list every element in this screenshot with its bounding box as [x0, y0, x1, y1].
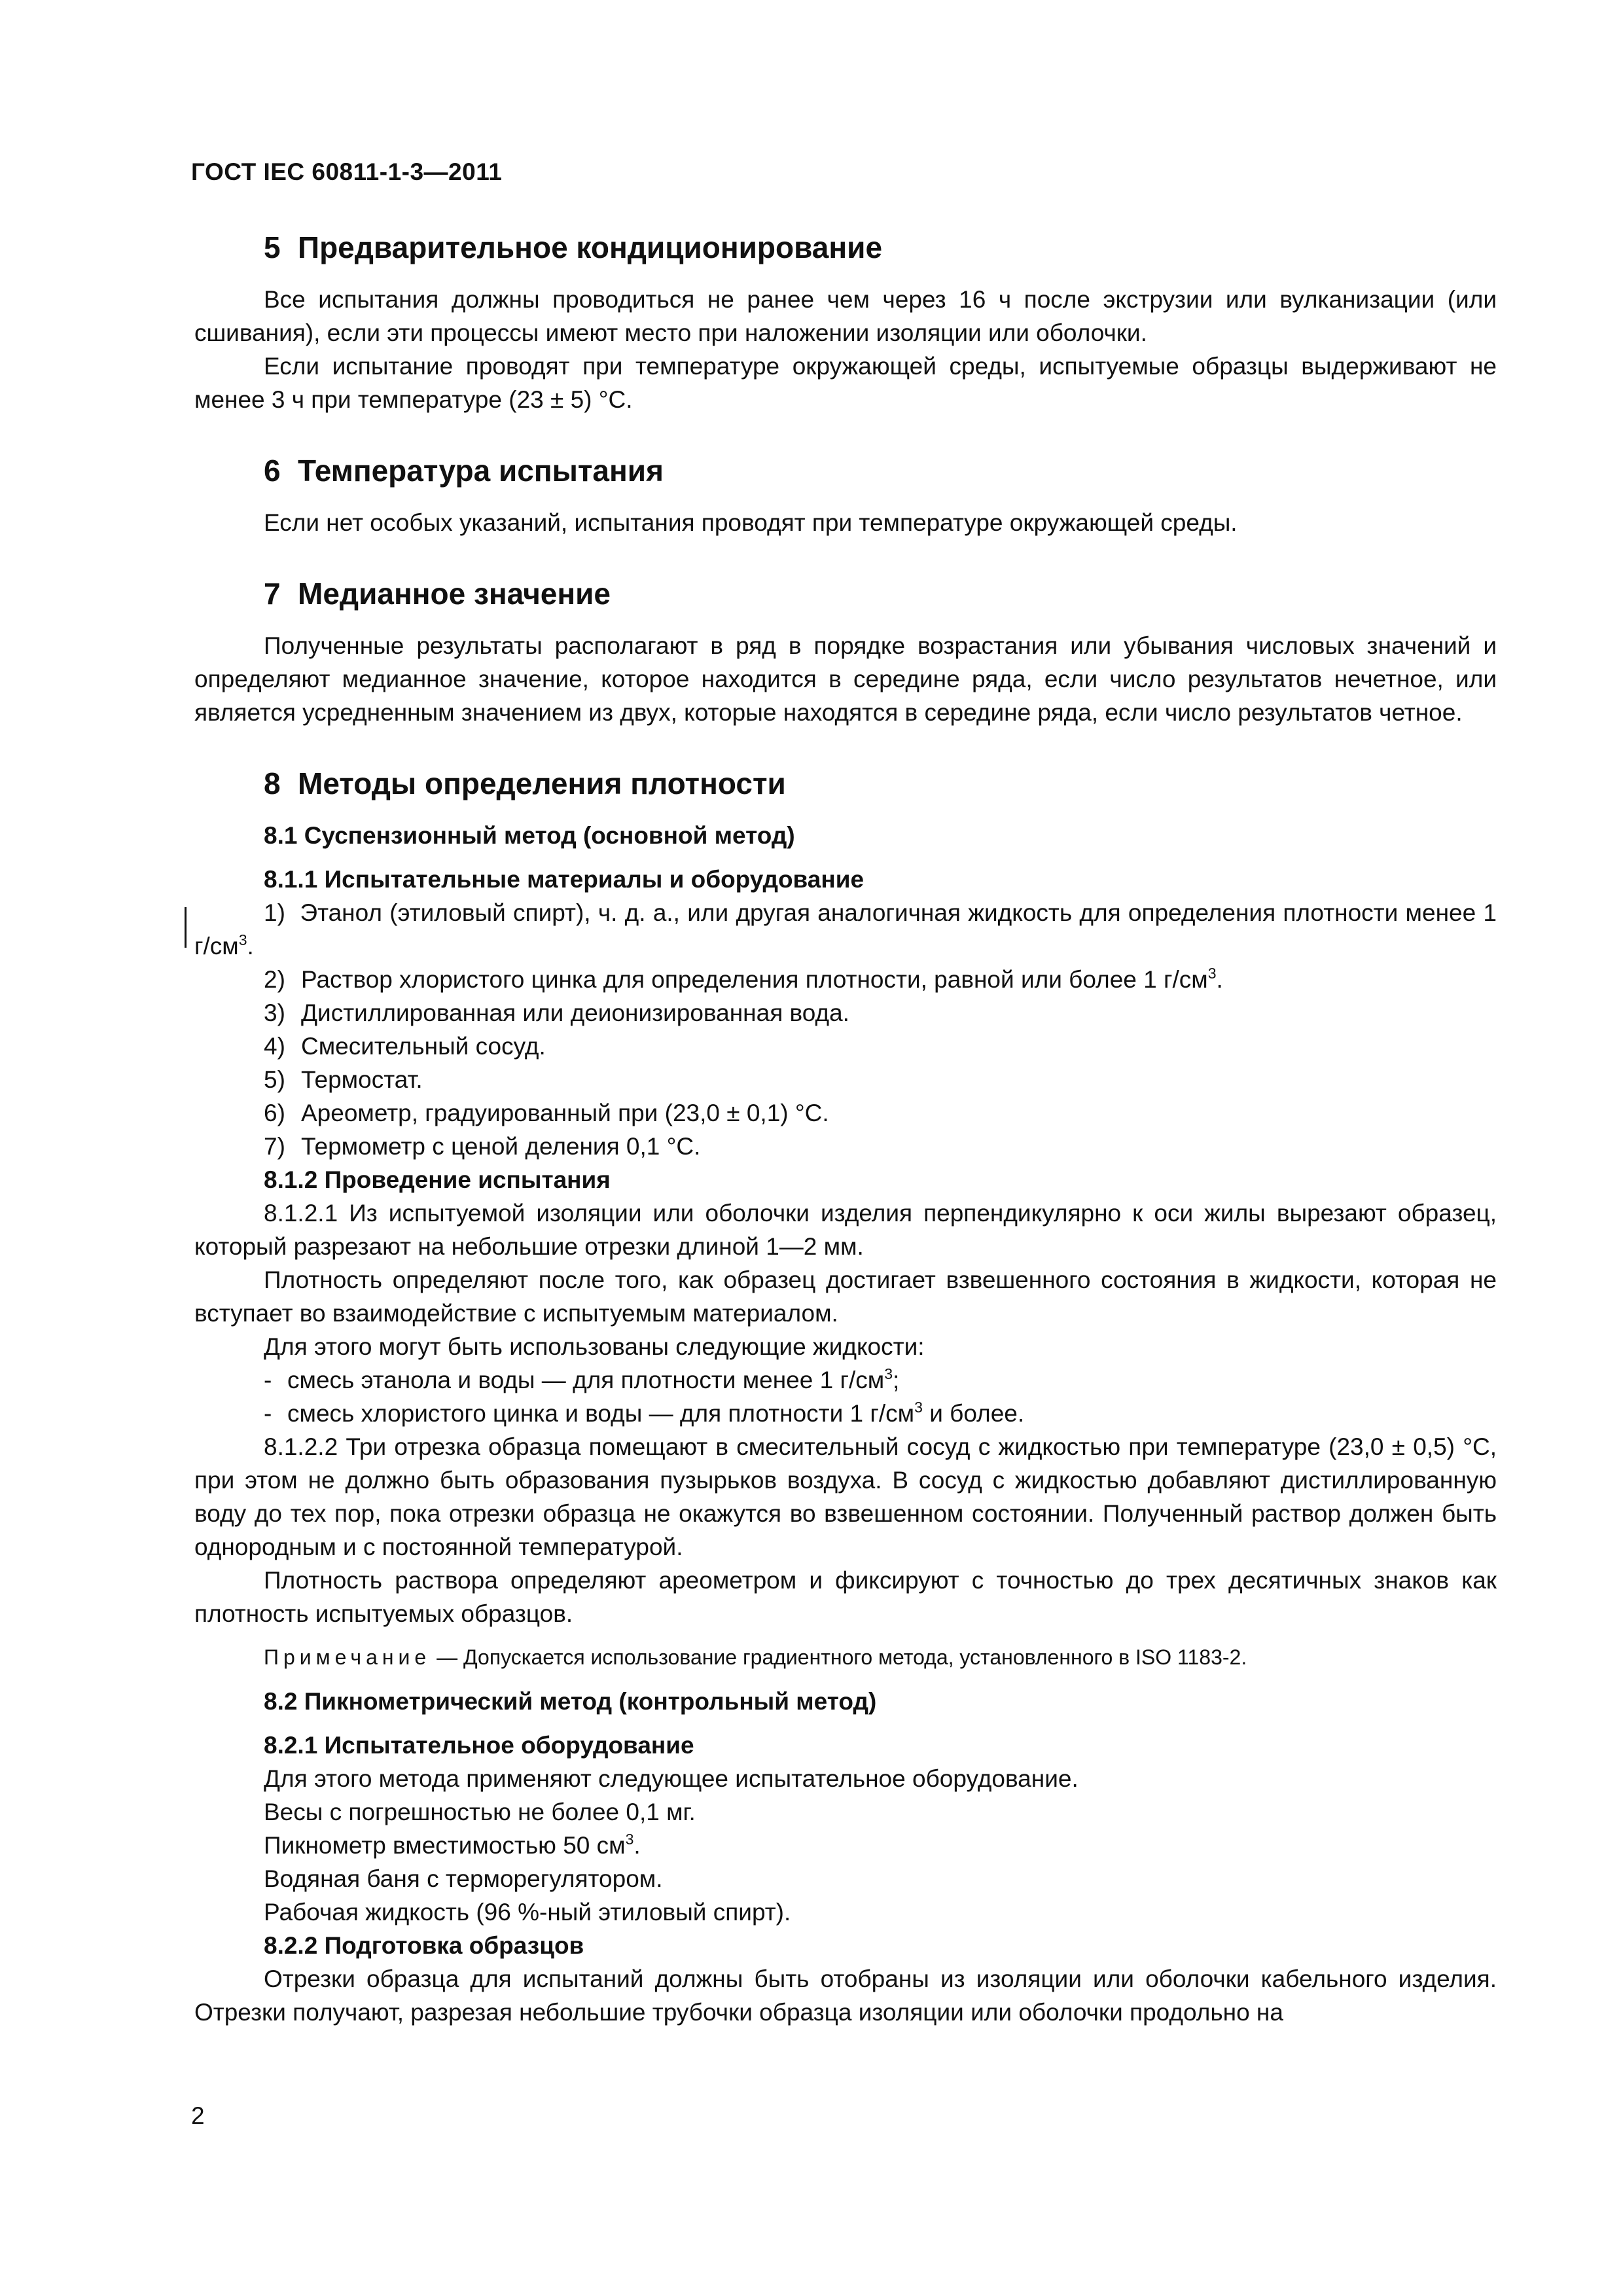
section-5-paragraph-1: Все испытания должны проводиться не ранее чем через 16 ч после экструзии или вулканизации (или сшивания), если эти процессы имеют место при наложении изоляции или оболочки.: [194, 286, 1497, 346]
paragraph-solution-density: Плотность раствора определяют ареометром и фиксируют с точностью до трех десятичных знаков как плотность испытуемых образцов.: [194, 1567, 1497, 1627]
equipment-scales: Весы с погрешностью не более 0,1 мг.: [264, 1799, 696, 1825]
section-6-number: 6: [264, 454, 281, 488]
note-text: — Допускается использование градиентного метода, установленного в ISO 1183-2.: [431, 1645, 1247, 1669]
section-6-heading: [194, 451, 1497, 490]
page-content: [194, 228, 1497, 2029]
section-8-number: 8: [264, 766, 281, 800]
subsection-8-2-2-heading: 8.2.2 Подготовка образцов: [264, 1932, 584, 1959]
list-item: 1) Этанол (этиловый спирт), ч. д. а., или другая аналогичная жидкость для определения плотности менее 1 $г/см^3$.: [194, 899, 1497, 960]
subsection-8-1-2-heading: 8.1.2 Проведение испытания: [264, 1166, 611, 1193]
section-5-title: Предварительное кондиционирование: [298, 230, 883, 264]
list-item: - смесь хлористого цинка и воды — для плотности 1 $г/см^3$ и более.: [264, 1399, 1025, 1427]
equipment-pycnometer: Пикнометр вместимостью 50 $см^3$.: [264, 1831, 641, 1859]
paragraph-density: Плотность определяют после того, как образец достигает взвешенного состояния в жидкости, которая не вступает во взаимодействие с испытуемым материалом.: [194, 1266, 1497, 1327]
standard-code-header: ГОСТ IEC 60811-1-3—2011: [191, 158, 503, 185]
list-item: 7) Термометр с ценой деления 0,1 °С.: [264, 1133, 701, 1160]
list-item: 6) Ареометр, градуированный при (23,0 ± 0,1) °С.: [264, 1100, 829, 1126]
section-5-heading: [194, 228, 1497, 267]
revision-change-bar: [185, 907, 187, 948]
section-8-heading: [194, 764, 1497, 803]
section-7-heading: [194, 574, 1497, 613]
list-item: - смесь этанола и воды — для плотности менее 1 $г/см^3$;: [264, 1365, 900, 1393]
section-7-title: Медианное значение: [298, 577, 611, 611]
paragraph-8-1-2-2: 8.1.2.2 Три отрезка образца помещают в смесительный сосуд с жидкостью при температуре (23,0 ± 0,5) °С, при этом не должно быть образования пузырьков воздуха. В сосуд с жидкостью добавляют дистиллированную воду до тех пор, пока отрезки образца не окажутся во взвешенном состоянии. Полученный раствор должен быть однородным и с постоянной температурой.: [194, 1433, 1497, 1560]
subsection-8-1-1-heading: 8.1.1 Испытательные материалы и оборудование: [264, 866, 865, 893]
section-6-title: Температура испытания: [298, 454, 664, 488]
equipment-working-liquid: Рабочая жидкость (96 %-ный этиловый спирт).: [264, 1899, 791, 1926]
subsection-8-1-heading: 8.1 Суспензионный метод (основной метод): [264, 822, 795, 849]
section-8-title: Методы определения плотности: [298, 766, 786, 800]
subsection-8-2-1-heading: 8.2.1 Испытательное оборудование: [264, 1732, 694, 1759]
equipment-water-bath: Водяная баня с терморегулятором.: [264, 1865, 663, 1892]
section-6-paragraph-1: Если нет особых указаний, испытания проводят при температуре окружающей среды.: [264, 509, 1238, 536]
subsection-8-2-heading: 8.2 Пикнометрический метод (контрольный метод): [264, 1688, 877, 1715]
note-label: Примечание: [264, 1645, 431, 1669]
page-number: 2: [191, 2102, 205, 2129]
section-7-paragraph-1: Полученные результаты располагают в ряд в порядке возрастания или убывания числовых значений и определяют медианное значение, которое находится в середине ряда, если число результатов нечетное, или является усредненным значением из двух, которые находятся в середине ряда, если число результатов четное.: [194, 632, 1497, 726]
list-item: 2) Раствор хлористого цинка для определения плотности, равной или более 1 $г/см^3$.: [264, 965, 1223, 993]
equipment-intro: Для этого метода применяют следующее испытательное оборудование.: [264, 1765, 1079, 1792]
section-5-paragraph-2: Если испытание проводят при температуре окружающей среды, испытуемые образцы выдерживают не менее 3 ч при температуре (23 ± 5) °С.: [194, 353, 1497, 413]
list-item: 5) Термостат.: [264, 1066, 423, 1093]
paragraph-liquids: Для этого могут быть использованы следующие жидкости:: [264, 1333, 925, 1360]
paragraph-8-1-2-1: 8.1.2.1 Из испытуемой изоляции или оболочки изделия перпендикулярно к оси жилы вырезают образец, который разрезают на небольшие отрезки длиной 1—2 мм.: [194, 1200, 1497, 1260]
note: [194, 1641, 1497, 1674]
paragraph-sample-prep: Отрезки образца для испытаний должны быть отобраны из изоляции или оболочки кабельного изделия. Отрезки получают, разрезая небольшие трубочки образца изоляции или оболочки продольно на: [194, 1965, 1497, 2026]
list-item: 4) Смесительный сосуд.: [264, 1033, 546, 1060]
section-7-number: 7: [264, 577, 281, 611]
section-5-number: 5: [264, 230, 281, 264]
list-item: 3) Дистиллированная или деионизированная вода.: [264, 999, 849, 1026]
